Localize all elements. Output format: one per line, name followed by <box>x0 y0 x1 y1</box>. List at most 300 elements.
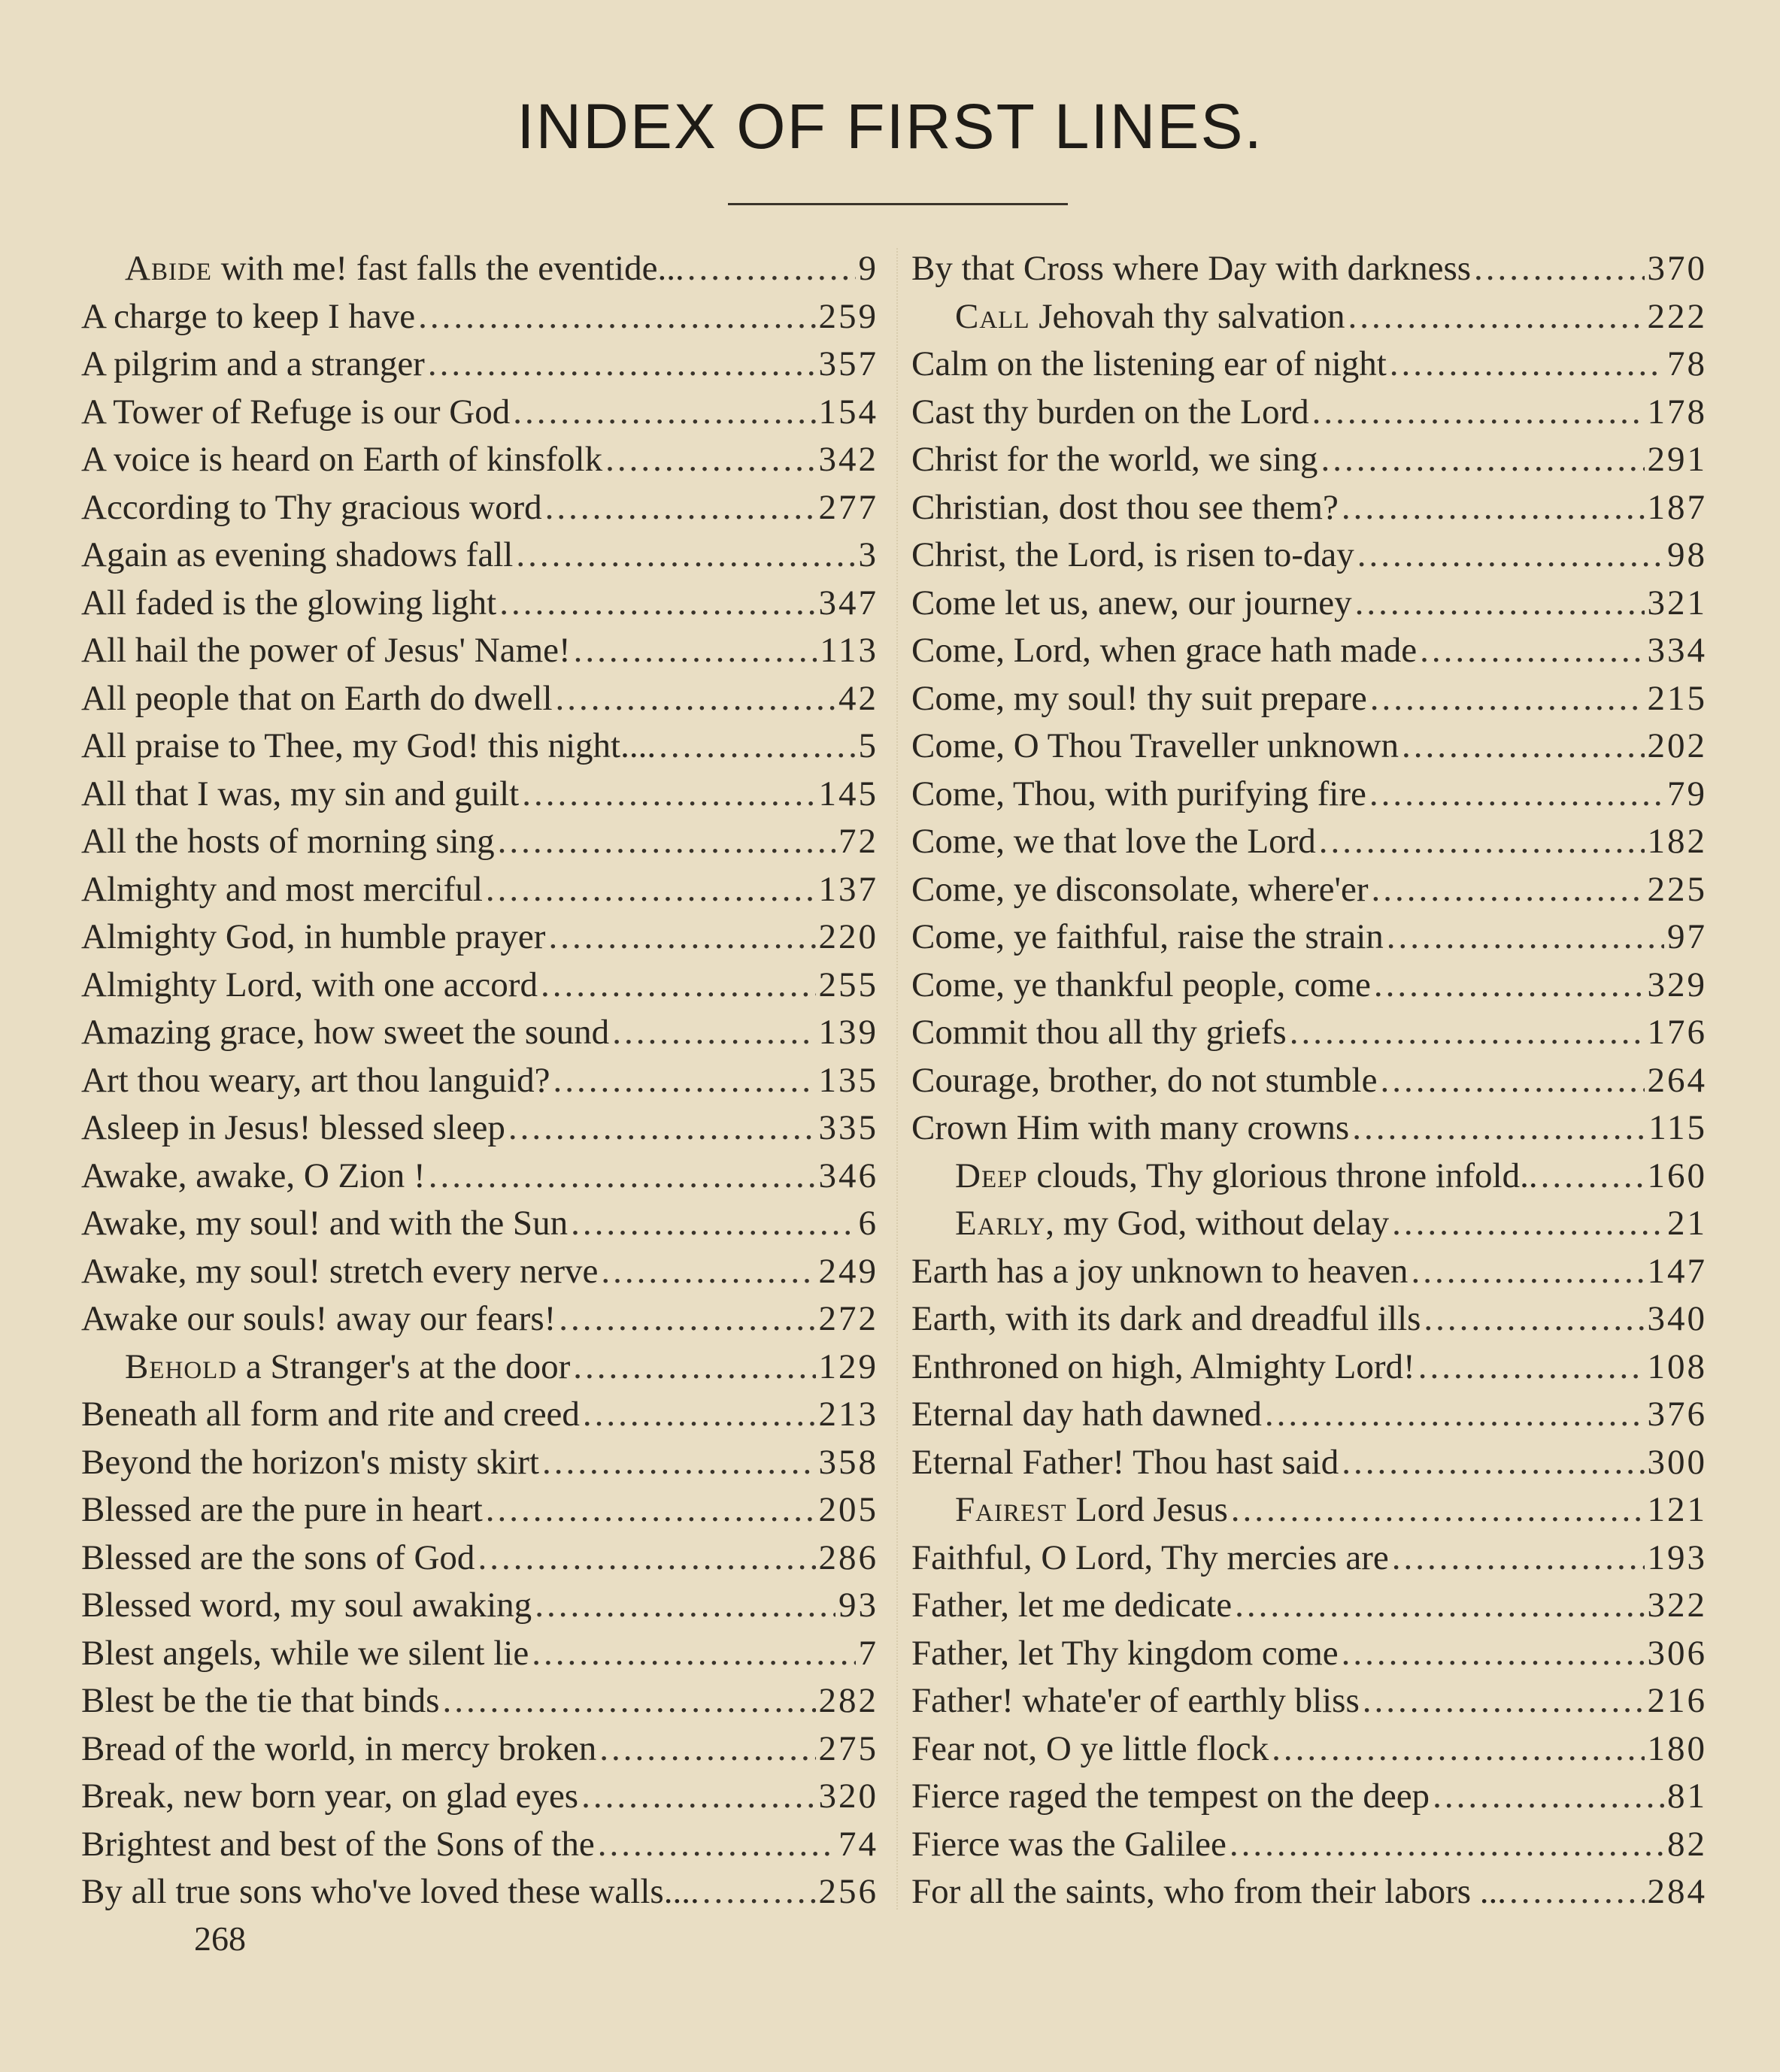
first-line-rest: Enthroned on high, Almighty Lord! <box>911 1346 1415 1386</box>
first-line-rest: Almighty Lord, with one accord <box>81 965 538 1004</box>
first-line-rest: Come, Lord, when grace hath made <box>911 631 1418 670</box>
index-entry <box>911 1295 1707 1343</box>
leader-dots <box>1352 1104 1645 1153</box>
first-line-text <box>81 1821 595 1869</box>
index-entry <box>81 1343 878 1392</box>
first-line-rest: Come, ye faithful, raise the strain <box>911 917 1384 956</box>
first-line-rest: Fear not, O ye little flock <box>911 1728 1269 1768</box>
index-entry <box>81 1009 878 1057</box>
leader-dots <box>605 436 815 484</box>
hymn-number: 147 <box>1647 1251 1707 1291</box>
index-entry <box>911 532 1707 580</box>
first-line-text <box>911 484 1339 532</box>
first-line-text <box>125 245 684 293</box>
first-line-text <box>911 1248 1408 1296</box>
hymn-number: 74 <box>838 1824 878 1864</box>
first-line-rest: Bread of the world, in mercy broken <box>81 1728 597 1768</box>
hymn-number: 129 <box>818 1346 878 1386</box>
index-entry <box>81 722 878 771</box>
first-line-text <box>81 1009 609 1057</box>
index-entry <box>911 962 1707 1010</box>
first-line-rest: Earth has a joy unknown to heaven <box>911 1251 1409 1291</box>
first-line-rest: Courage, brother, do not stumble <box>911 1060 1378 1100</box>
first-line-rest: with me! fast falls the eventide... <box>211 249 684 288</box>
first-line-text <box>81 1486 483 1534</box>
index-entry <box>81 1582 878 1630</box>
first-line-text <box>911 1773 1430 1821</box>
first-line-text <box>81 1104 505 1153</box>
first-line-text <box>911 1439 1339 1487</box>
hymn-number: 216 <box>1647 1681 1707 1720</box>
index-entry <box>911 1582 1707 1630</box>
index-entry <box>81 1868 878 1916</box>
first-line-rest: Come, ye disconsolate, where'er <box>911 869 1369 909</box>
leader-dots <box>1420 627 1644 675</box>
hymn-number: 322 <box>1647 1586 1707 1625</box>
index-entry <box>911 580 1707 628</box>
first-line-text <box>81 1868 699 1916</box>
index-entry <box>911 1439 1707 1487</box>
hymn-number: 187 <box>1647 487 1707 527</box>
hymn-number: 113 <box>820 631 878 670</box>
first-line-text <box>911 389 1309 437</box>
first-line-rest: Awake our souls! away our fears! <box>81 1299 556 1338</box>
first-line-text <box>911 1057 1377 1105</box>
hymn-number: 357 <box>818 344 878 383</box>
first-line-text <box>81 1153 426 1201</box>
first-line-text <box>81 1534 475 1583</box>
leader-dots <box>1369 771 1664 819</box>
hymn-number: 205 <box>818 1490 878 1529</box>
first-line-text <box>955 1200 1389 1248</box>
leader-dots <box>574 627 817 675</box>
hymn-number: 180 <box>1647 1728 1707 1768</box>
first-line-rest: All faded is the glowing light <box>81 583 497 623</box>
index-entry <box>81 675 878 723</box>
first-line-rest: Come, O Thou Traveller unknown <box>911 726 1399 765</box>
first-line-rest: Amazing grace, how sweet the sound <box>81 1013 610 1052</box>
index-entry <box>911 866 1707 914</box>
leader-dots <box>1374 962 1645 1010</box>
first-line-rest: Christian, dost thou see them? <box>911 487 1339 527</box>
first-line-text <box>955 1153 1538 1201</box>
first-line-rest: Blessed are the sons of God <box>81 1537 475 1577</box>
first-line-text <box>911 1582 1232 1630</box>
first-line-rest: All that I was, my sin and guilt <box>81 774 520 813</box>
first-line-rest: Blest be the tie that binds <box>81 1681 440 1720</box>
hymn-number: 370 <box>1647 249 1707 288</box>
leader-dots <box>516 532 855 580</box>
leader-dots <box>428 341 816 389</box>
leader-dots <box>581 1773 815 1821</box>
first-line-text <box>81 866 483 914</box>
index-entry <box>81 1295 878 1343</box>
leader-dots <box>1402 722 1645 771</box>
hymn-number: 79 <box>1667 774 1707 813</box>
first-line-text <box>81 1630 529 1678</box>
hymn-number: 340 <box>1647 1299 1707 1338</box>
first-line-rest: Faithful, O Lord, Thy mercies are <box>911 1537 1389 1577</box>
index-entry <box>911 1821 1707 1869</box>
leader-dots <box>486 866 816 914</box>
first-line-rest: All praise to Thee, my God! this night.... <box>81 726 657 765</box>
first-line-rest: Earth, with its dark and dreadful ills <box>911 1299 1421 1338</box>
hymn-number: 255 <box>818 965 878 1004</box>
section-lead-word: Fairest <box>955 1490 1067 1529</box>
hymn-number: 42 <box>838 678 878 718</box>
first-line-text <box>81 1295 556 1343</box>
leader-dots <box>599 1725 815 1774</box>
index-entry <box>81 627 878 675</box>
hymn-number: 286 <box>818 1537 878 1577</box>
first-line-text <box>911 1009 1287 1057</box>
hymn-number: 225 <box>1647 869 1707 909</box>
section-lead-word: Behold <box>125 1346 238 1386</box>
index-entry <box>81 818 878 866</box>
index-entry <box>911 484 1707 532</box>
hymn-number: 213 <box>818 1395 878 1434</box>
leader-dots <box>486 1486 816 1534</box>
first-line-text <box>911 1725 1269 1774</box>
hymn-number: 193 <box>1647 1537 1707 1577</box>
first-line-text <box>81 1391 580 1439</box>
index-entry <box>911 293 1707 341</box>
hymn-number: 256 <box>818 1872 878 1911</box>
first-line-text <box>81 532 513 580</box>
first-line-rest: Almighty and most merciful <box>81 869 483 909</box>
leader-dots <box>1235 1582 1644 1630</box>
first-line-text <box>911 771 1366 819</box>
hymn-number: 98 <box>1667 535 1707 574</box>
section-lead-word: Abide <box>125 249 212 288</box>
first-line-text <box>911 1677 1360 1725</box>
index-entry <box>81 1677 878 1725</box>
page-number: 268 <box>194 1919 246 1958</box>
leader-dots <box>1509 1868 1644 1916</box>
leader-dots <box>702 1868 816 1916</box>
hymn-number: 145 <box>818 774 878 813</box>
index-entry <box>911 1104 1707 1153</box>
first-line-text <box>81 818 495 866</box>
first-line-text <box>911 627 1417 675</box>
right-index-column <box>911 245 1707 1916</box>
hymn-number: 81 <box>1667 1777 1707 1816</box>
hymn-number: 82 <box>1667 1824 1707 1864</box>
leader-dots <box>1433 1773 1664 1821</box>
index-entry <box>81 866 878 914</box>
leader-dots <box>1392 1534 1645 1583</box>
leader-dots <box>687 245 856 293</box>
first-line-rest: Christ for the world, we sing <box>911 440 1318 479</box>
first-line-rest: Blest angels, while we silent lie <box>81 1633 529 1673</box>
first-line-text <box>911 1534 1389 1583</box>
first-line-rest: According to Thy gracious word <box>81 487 542 527</box>
first-line-text <box>81 1248 598 1296</box>
index-entry <box>911 1200 1707 1248</box>
hymn-number: 320 <box>818 1777 878 1816</box>
index-entry <box>911 1677 1707 1725</box>
leader-dots <box>548 913 815 962</box>
first-line-text <box>81 484 542 532</box>
hymn-number: 321 <box>1647 583 1707 623</box>
hymn-number: 154 <box>818 392 878 432</box>
leader-dots <box>1342 1439 1644 1487</box>
first-line-rest: a Stranger's at the door <box>237 1346 571 1386</box>
hymn-number: 249 <box>818 1251 878 1291</box>
hymn-number: 282 <box>818 1681 878 1720</box>
hymn-number: 346 <box>818 1156 878 1195</box>
first-line-rest: Fierce raged the tempest on the deep <box>911 1777 1430 1816</box>
leader-dots <box>541 962 816 1010</box>
first-line-text <box>81 580 496 628</box>
first-line-text <box>911 1343 1415 1392</box>
hymn-number: 160 <box>1647 1156 1707 1195</box>
first-line-text <box>911 1630 1339 1678</box>
hymn-number: 264 <box>1647 1060 1707 1100</box>
hymn-number: 277 <box>818 487 878 527</box>
first-line-text <box>911 532 1354 580</box>
index-entry <box>911 1534 1707 1583</box>
first-line-text <box>81 771 519 819</box>
index-entry <box>911 1868 1707 1916</box>
index-entry <box>911 1153 1707 1201</box>
first-line-text <box>81 627 571 675</box>
leader-dots <box>571 1200 855 1248</box>
first-line-text <box>911 818 1316 866</box>
index-entry <box>81 293 878 341</box>
first-line-text <box>81 436 602 484</box>
first-line-rest: Come let us, anew, our journey <box>911 583 1352 623</box>
leader-dots <box>583 1391 816 1439</box>
first-line-rest: Eternal Father! Thou hast said <box>911 1442 1339 1482</box>
leader-dots <box>1272 1725 1644 1774</box>
first-line-rest: Blessed word, my soul awaking <box>81 1586 532 1625</box>
leader-dots <box>1387 913 1664 962</box>
leader-dots <box>499 580 815 628</box>
first-line-rest: , my God, without delay <box>1045 1204 1390 1243</box>
leader-dots <box>1321 436 1644 484</box>
first-line-rest: Father, let me dedicate <box>911 1586 1233 1625</box>
leader-dots <box>556 675 835 723</box>
leader-dots <box>532 1630 855 1678</box>
index-entry <box>81 1725 878 1774</box>
first-line-rest: Awake, awake, O Zion ! <box>81 1156 426 1195</box>
leader-dots <box>498 818 835 866</box>
column-divider <box>896 248 898 1910</box>
first-line-text <box>81 913 545 962</box>
leader-dots <box>1342 484 1645 532</box>
index-entry <box>81 1821 878 1869</box>
hymn-number: 284 <box>1647 1872 1707 1911</box>
hymn-number: 358 <box>818 1442 878 1482</box>
hymn-number: 376 <box>1647 1395 1707 1434</box>
hymn-number: 306 <box>1647 1633 1707 1673</box>
leader-dots <box>1357 532 1664 580</box>
hymn-number: 9 <box>858 249 878 288</box>
leader-dots <box>478 1534 815 1583</box>
index-entry <box>911 389 1707 437</box>
index-entry <box>81 580 878 628</box>
first-line-text <box>911 1104 1349 1153</box>
hymn-number: 272 <box>818 1299 878 1338</box>
first-line-rest: Crown Him with many crowns <box>911 1108 1350 1147</box>
first-line-rest: Christ, the Lord, is risen to-day <box>911 535 1354 574</box>
first-line-rest: Come, Thou, with purifying fire <box>911 774 1366 813</box>
first-line-rest: A pilgrim and a stranger <box>81 344 425 383</box>
section-lead-word: Early <box>955 1204 1046 1243</box>
hymn-number: 215 <box>1647 678 1707 718</box>
hymn-number: 178 <box>1647 392 1707 432</box>
hymn-number: 334 <box>1647 631 1707 670</box>
first-line-rest: Again as evening shadows fall <box>81 535 514 574</box>
hymn-number: 291 <box>1647 440 1707 479</box>
index-entry <box>81 1153 878 1201</box>
leader-dots <box>542 1439 816 1487</box>
leader-dots <box>545 484 816 532</box>
first-line-rest: Father! whate'er of earthly bliss <box>911 1681 1360 1720</box>
hymn-number: 222 <box>1647 296 1707 336</box>
first-line-rest: Brightest and best of the Sons of the <box>81 1824 595 1864</box>
first-line-rest: All people that on Earth do dwell <box>81 678 553 718</box>
leader-dots <box>442 1677 815 1725</box>
first-line-rest: Eternal day hath dawned <box>911 1395 1262 1434</box>
first-line-rest: A charge to keep I have <box>81 296 416 336</box>
title-rule <box>728 203 1068 205</box>
hymn-number: 220 <box>818 917 878 956</box>
first-line-text <box>911 245 1471 293</box>
index-entry <box>911 1773 1707 1821</box>
page-title: INDEX OF FIRST LINES. <box>517 91 1263 162</box>
first-line-rest: All hail the power of Jesus' Name! <box>81 631 571 670</box>
first-line-text <box>911 1391 1262 1439</box>
hymn-number: 93 <box>838 1586 878 1625</box>
index-entry <box>81 389 878 437</box>
leader-dots <box>1380 1057 1644 1105</box>
leader-dots <box>508 1104 816 1153</box>
hymn-number: 137 <box>818 869 878 909</box>
first-line-rest: A voice is heard on Earth of kinsfolk <box>81 440 603 479</box>
index-entry <box>81 1439 878 1487</box>
index-entry <box>81 484 878 532</box>
leader-dots <box>1372 866 1645 914</box>
index-entry <box>911 771 1707 819</box>
leader-dots <box>1418 1343 1645 1392</box>
first-line-rest: Awake, my soul! stretch every nerve <box>81 1251 599 1291</box>
first-line-text <box>81 722 656 771</box>
hymn-number: 300 <box>1647 1442 1707 1482</box>
index-entry <box>911 436 1707 484</box>
leader-dots <box>559 1295 815 1343</box>
first-line-text <box>81 293 415 341</box>
first-line-rest: Beneath all form and rite and creed <box>81 1395 580 1434</box>
index-entry <box>81 1391 878 1439</box>
hymn-number: 342 <box>818 440 878 479</box>
index-entry <box>911 1391 1707 1439</box>
hymn-number: 139 <box>818 1013 878 1052</box>
leader-dots <box>535 1582 835 1630</box>
first-line-text <box>911 341 1387 389</box>
index-entry <box>911 341 1707 389</box>
first-line-rest: Almighty God, in humble prayer <box>81 917 546 956</box>
first-line-rest: Come, we that love the Lord <box>911 822 1316 861</box>
first-line-rest: Beyond the horizon's misty skirt <box>81 1442 539 1482</box>
leader-dots <box>1541 1153 1645 1201</box>
first-line-text <box>81 675 553 723</box>
index-entry <box>911 1009 1707 1057</box>
index-entry <box>81 913 878 962</box>
index-entry <box>81 1630 878 1678</box>
index-entry <box>911 1486 1707 1534</box>
leader-dots <box>659 722 855 771</box>
hymn-number: 72 <box>838 822 878 861</box>
first-line-text <box>955 1486 1228 1534</box>
hymn-number: 347 <box>818 583 878 623</box>
index-entry <box>81 771 878 819</box>
index-entry <box>81 436 878 484</box>
index-entry <box>81 1486 878 1534</box>
hymn-number: 7 <box>858 1633 878 1673</box>
first-line-rest: For all the saints, who from their labors ... <box>911 1872 1507 1911</box>
first-line-text <box>911 866 1369 914</box>
hymn-number: 259 <box>818 296 878 336</box>
first-line-rest: Come, my soul! thy suit prepare <box>911 678 1367 718</box>
first-line-rest: Calm on the listening ear of night <box>911 344 1387 383</box>
index-entry <box>911 627 1707 675</box>
hymn-number: 21 <box>1667 1204 1707 1243</box>
hymn-number: 5 <box>858 726 878 765</box>
index-entry <box>911 913 1707 962</box>
first-line-rest: Break, new born year, on glad eyes <box>81 1777 579 1816</box>
first-line-rest: Awake, my soul! and with the Sun <box>81 1204 569 1243</box>
first-line-rest: Art thou weary, art thou languid? <box>81 1060 550 1100</box>
index-entry <box>911 1248 1707 1296</box>
first-line-rest: Cast thy burden on the Lord <box>911 392 1309 432</box>
index-entry <box>81 1200 878 1248</box>
hymn-number: 97 <box>1667 917 1707 956</box>
first-line-text <box>125 1343 570 1392</box>
first-line-text <box>81 1725 596 1774</box>
leader-dots <box>429 1153 816 1201</box>
leader-dots <box>601 1248 815 1296</box>
first-line-text <box>911 675 1367 723</box>
first-line-text <box>911 1821 1227 1869</box>
hymn-number: 329 <box>1647 965 1707 1004</box>
leader-dots <box>1319 818 1645 866</box>
index-entry <box>911 1630 1707 1678</box>
leader-dots <box>1342 1630 1645 1678</box>
first-line-rest: Asleep in Jesus! blessed sleep <box>81 1108 505 1147</box>
left-index-column <box>81 245 878 1916</box>
index-entry <box>911 245 1707 293</box>
leader-dots <box>1370 675 1645 723</box>
first-line-rest: Blessed are the pure in heart <box>81 1490 483 1529</box>
index-entry <box>81 245 878 293</box>
first-line-rest: Father, let Thy kingdom come <box>911 1633 1339 1673</box>
first-line-rest: clouds, Thy glorious throne infold.. <box>1027 1156 1538 1195</box>
first-line-text <box>911 913 1384 962</box>
leader-dots <box>1312 389 1645 437</box>
hymn-number: 176 <box>1647 1013 1707 1052</box>
hymn-number: 202 <box>1647 726 1707 765</box>
index-entry <box>81 1104 878 1153</box>
first-line-text <box>81 341 425 389</box>
index-entry <box>81 1248 878 1296</box>
first-line-text <box>911 1868 1506 1916</box>
index-entry <box>911 818 1707 866</box>
leader-dots <box>522 771 815 819</box>
first-line-rest: Jehovah thy salvation <box>1029 296 1345 336</box>
leader-dots <box>553 1057 815 1105</box>
